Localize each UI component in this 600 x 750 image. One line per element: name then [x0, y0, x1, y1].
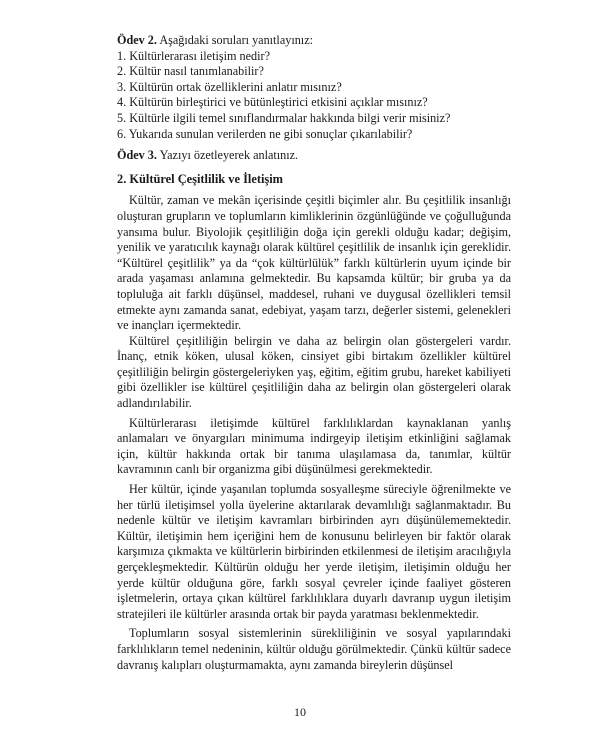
question-item: 6. Yukarıda sunulan verilerden ne gibi sonuçlar çıkarılabilir?: [117, 126, 413, 141]
question-item: 5. Kültürle ilgili temel sınıflandırmalar hakkında bilgi verir misiniz?: [117, 110, 451, 125]
body-paragraph: Kültürel çeşitliliğin belirgin ve daha az belirgin olan göstergeleri vardır. İnanç, etnik köken, ulusal köken, cinsiyet gibi birtakım özellikler kültürel çeşitliliğin belirgin göstergeleriyken yaş, eğitim, eğitim grubu, hareket kabiliyeti gibi özellikler ise kültürel çeşitliliğin daha az belirgin olan göstergeleri olarak adlandırılabilir.: [117, 333, 511, 411]
question-item: 4. Kültürün birleştirici ve bütünleştirici etkisini açıklar mısınız?: [117, 95, 428, 110]
task-2-instruction: Aşağıdaki soruları yanıtlayınız:: [159, 33, 313, 47]
body-paragraph: Toplumların sosyal sistemlerinin sürekliliğinin ve sosyal yapılarındaki farklılıkların temel nedeninin, kültür olduğu görülmektedir. Çünkü kültür sadece davranış kalıpları oluşturmamakta, aynı zamanda bireylerin düşünsel: [117, 626, 511, 672]
body-paragraph: Kültürlerarası iletişimde kültürel farklılıklardan kaynaklanan yanlış anlamaları ve önyargıları minimuma indirgeyip iletişim etkinliğini sağlamak için, kültür hakkında ortak bir tanıma ulaşılamasa da, tanımlar, kültür kavramının canlı bir organizma gibi düşünülmesi gerekmektedir.: [117, 415, 511, 477]
question-item: 1. Kültürlerarası iletişim nedir?: [117, 48, 270, 63]
page-number: 10: [294, 705, 306, 719]
task-3-heading: [117, 148, 511, 164]
question-item: 3. Kültürün ortak özelliklerini anlatır mısınız?: [117, 79, 342, 94]
section-heading: 2. Kültürel Çeşitlilik ve İletişim: [117, 171, 284, 186]
body-paragraph: Her kültür, içinde yaşanılan toplumda sosyalleşme süreciyle öğrenilmekte ve her türlü iletişimsel yolla üyelerine aktarılarak devamlılığı sağlanmaktadır. Bu nedenle kültür ve iletişim kavramları birbirinden ayrı düşünülememektedir. Kültür, iletişimin hem içeriğini hem de konusunu belirleyen bir faktör olarak karşımıza çıkmakta ve kültürlerin birbirinden etkilenmesi de iletişim aracılığıyla gerçekleşmektedir. Kültürün olduğu her yerde iletişim, iletişimin olduğu her yerde kültür olduğuna göre, farklı sosyal çevreler içinde faaliyet gösteren işletmelerin, ortaya çıkan kültürel farklılıklara duyarlı davranıp uygun iletişim stratejileri ile kültürler arasında ortak bir payda yaratması beklenmektedir.: [117, 482, 511, 621]
body-paragraph: Kültür, zaman ve mekân içerisinde çeşitli biçimler alır. Bu çeşitlilik insanlığı oluşturan grupların ve toplumların kimliklerinin özgünlüğünde ve çoğulluğunda yansıma bulur. Biyolojik çeşitliliğin doğa için gerekli olduğu kadar; değişim, yenilik ve yaratıcılık kaynağı olarak kültürel çeşitlilik de insanlık için gereklidir. “Kültürel çeşitlilik” ya da “çok kültürlülük” farklı kültürlerin uyum içinde bir arada yaşaması anlamına gelmektedir. Bu kapsamda kültür; bir gruba ya da topluluğa ait farklı düşünsel, maddesel, ruhani ve duygusal özellikleri temsil etmekte aynı zamanda sanat, edebiyat, yaşam tarzı, değerler sistemi, gelenekleri ve inançları içermektedir.: [117, 193, 511, 333]
document-page: [117, 33, 511, 673]
task-2-heading: [117, 33, 511, 49]
question-item: 2. Kültür nasıl tanımlanabilir?: [117, 64, 264, 79]
question-list: [117, 49, 511, 143]
task-3-instruction: Yazıyı özetleyerek anlatınız.: [159, 148, 299, 163]
task-3-label: Ödev 3.: [117, 148, 157, 163]
task-2-label: Ödev 2.: [117, 33, 157, 47]
